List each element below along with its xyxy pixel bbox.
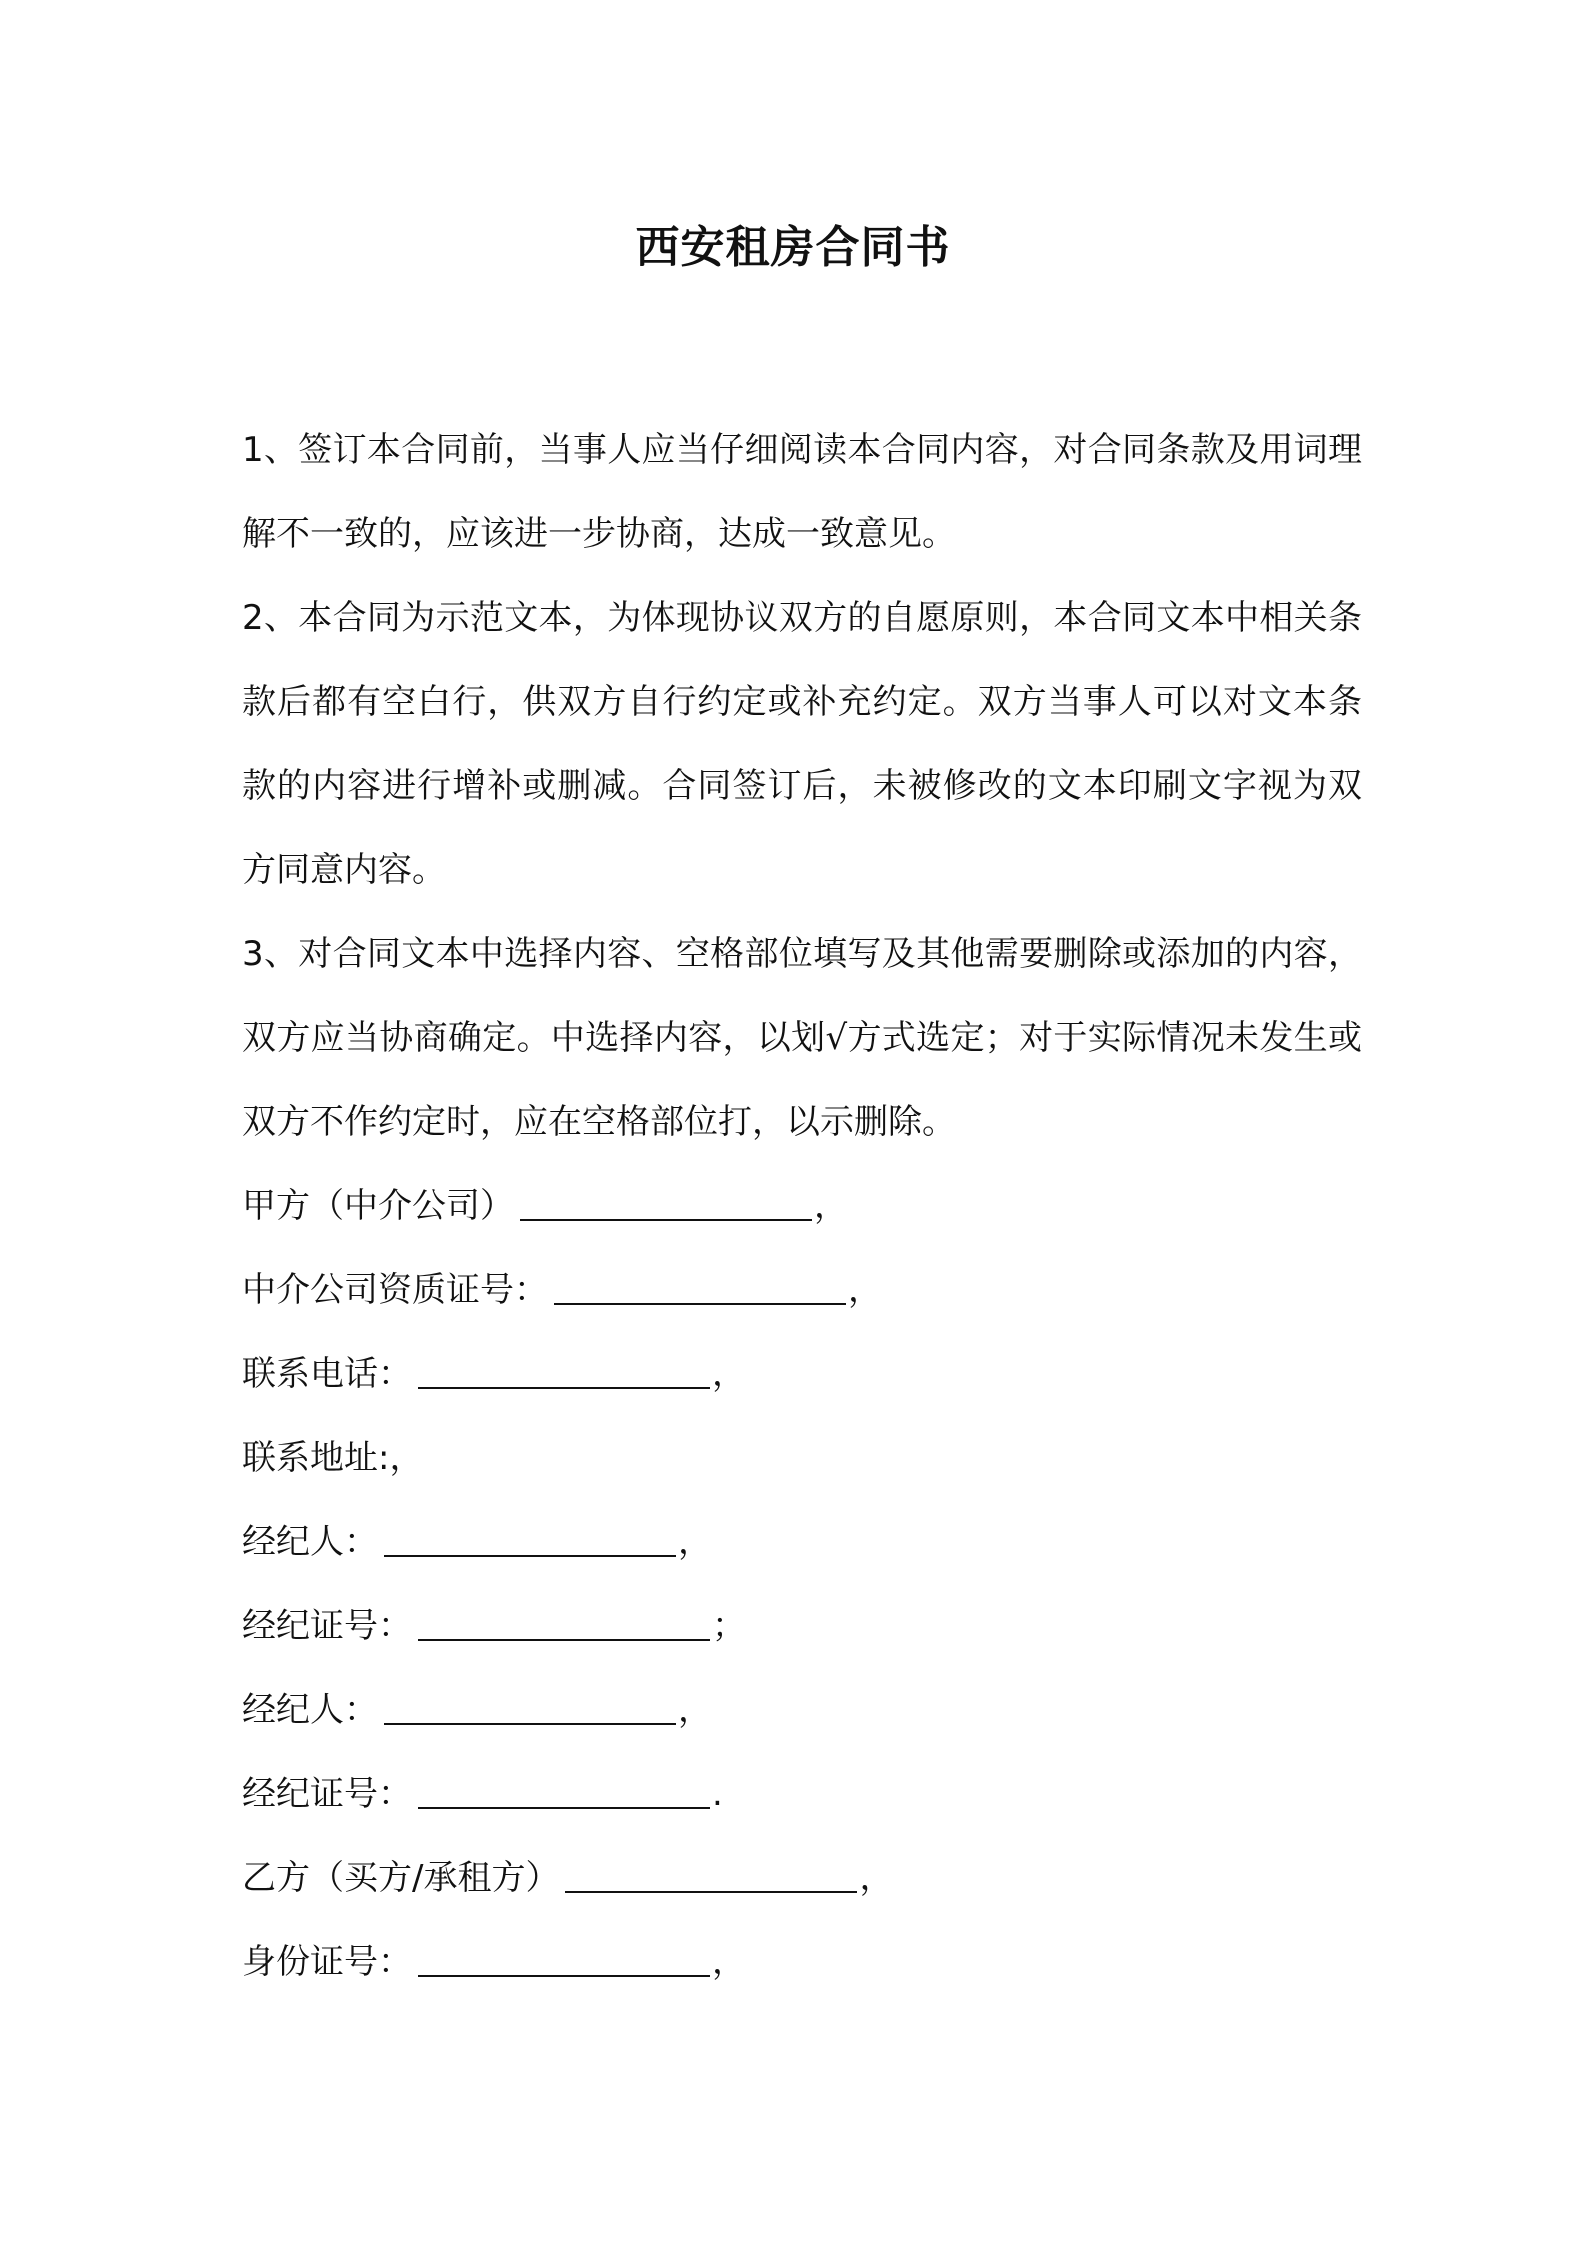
field-id-number bbox=[242, 1920, 1362, 2004]
field-agent-license-1 bbox=[242, 1584, 1362, 1668]
field-label: 经纪证号： bbox=[242, 1774, 412, 1814]
field-phone bbox=[242, 1332, 1362, 1416]
blank-line[interactable] bbox=[565, 1857, 857, 1893]
blank-line[interactable] bbox=[384, 1689, 676, 1725]
field-end-punct: . bbox=[712, 1774, 723, 1814]
field-party-a bbox=[242, 1164, 1362, 1248]
field-agent-1 bbox=[242, 1500, 1362, 1584]
field-end-punct: ， bbox=[678, 1522, 712, 1562]
field-agent-license-2 bbox=[242, 1752, 1362, 1836]
field-label: 联系地址:， bbox=[242, 1438, 424, 1478]
paragraph-3: 3、对合同文本中选择内容、空格部位填写及其他需要删除或添加的内容，双方应当协商确定。中选择内容，以划√方式选定；对于实际情况未发生或双方不作约定时，应在空格部位打，以示删除。 bbox=[242, 934, 1362, 1142]
blank-line[interactable] bbox=[384, 1521, 676, 1557]
field-agency-license bbox=[242, 1248, 1362, 1332]
field-label: 甲方（中介公司） bbox=[242, 1186, 514, 1226]
paragraph-1: 1、签订本合同前，当事人应当仔细阅读本合同内容，对合同条款及用词理解不一致的，应该进一步协商，达成一致意见。 bbox=[242, 430, 1362, 554]
blank-line[interactable] bbox=[418, 1941, 710, 1977]
document-title: 西安租房合同书 bbox=[635, 222, 951, 273]
field-end-punct: ； bbox=[712, 1606, 746, 1646]
field-label: 经纪人： bbox=[242, 1690, 378, 1730]
blank-line[interactable] bbox=[418, 1605, 710, 1641]
field-end-punct: ， bbox=[814, 1186, 848, 1226]
field-label: 乙方（买方/承租方） bbox=[242, 1858, 560, 1898]
field-address bbox=[242, 1416, 1362, 1500]
field-label: 中介公司资质证号： bbox=[242, 1270, 548, 1310]
field-end-punct: ， bbox=[712, 1354, 746, 1394]
field-end-punct: ， bbox=[848, 1270, 882, 1310]
field-end-punct: ， bbox=[859, 1858, 894, 1898]
field-label: 经纪人： bbox=[242, 1522, 378, 1562]
field-party-b bbox=[242, 1836, 1362, 1920]
field-label: 经纪证号： bbox=[242, 1606, 412, 1646]
field-label: 身份证号： bbox=[242, 1942, 412, 1982]
field-label: 联系电话： bbox=[242, 1354, 412, 1394]
blank-line[interactable] bbox=[418, 1773, 710, 1809]
field-end-punct: ， bbox=[678, 1690, 712, 1730]
blank-line[interactable] bbox=[554, 1269, 846, 1305]
blank-line[interactable] bbox=[520, 1185, 812, 1221]
field-agent-2 bbox=[242, 1668, 1362, 1752]
field-end-punct: ， bbox=[712, 1942, 746, 1982]
paragraph-2: 2、本合同为示范文本，为体现协议双方的自愿原则，本合同文本中相关条款后都有空白行，供双方自行约定或补充约定。双方当事人可以对文本条款的内容进行增补或删减。合同签订后，未被修改的文本印刷文字视为双方同意内容。 bbox=[242, 598, 1362, 890]
blank-line[interactable] bbox=[418, 1353, 710, 1389]
document-body bbox=[242, 408, 1362, 2004]
